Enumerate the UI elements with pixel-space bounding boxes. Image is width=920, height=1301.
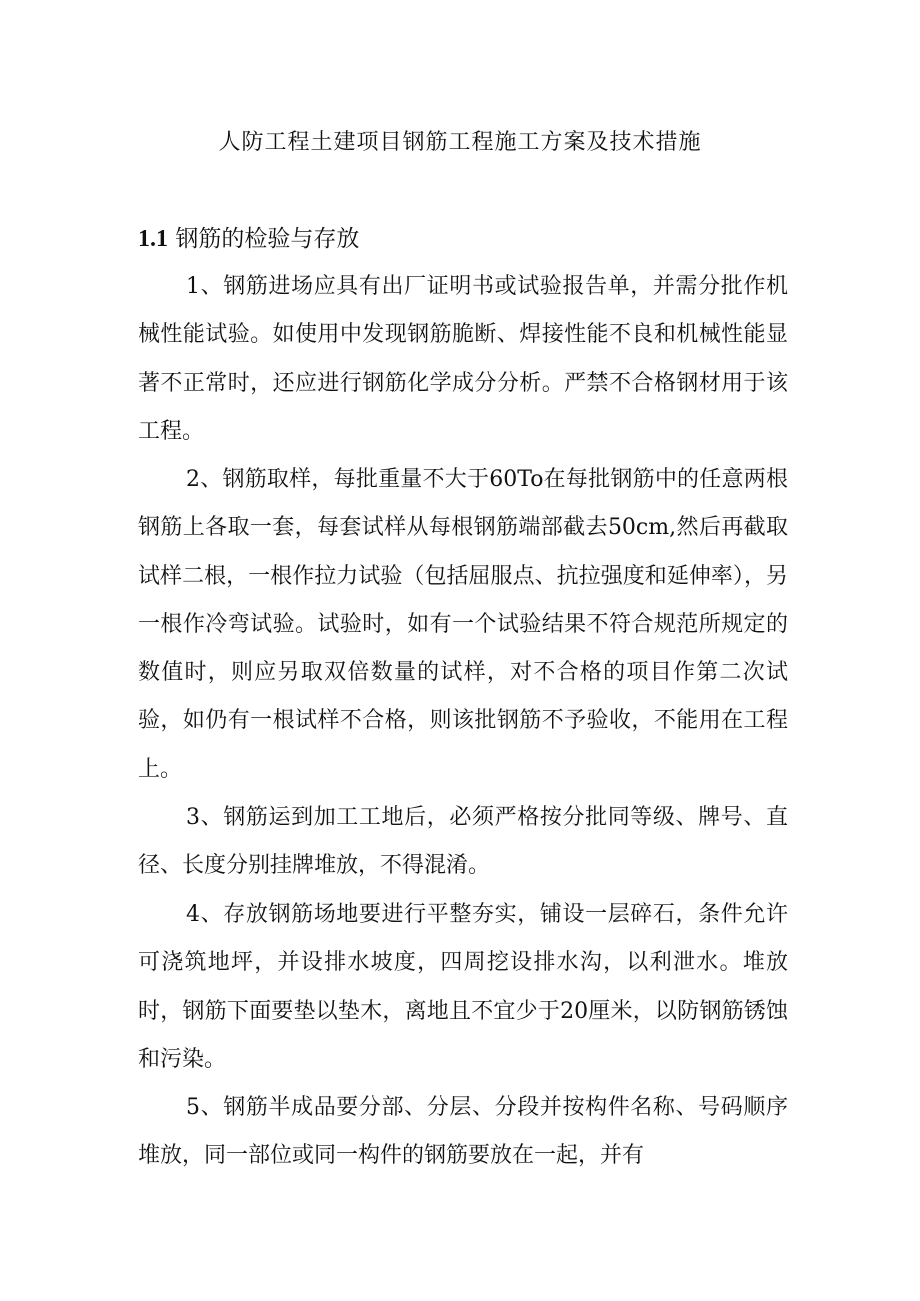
paragraph-1: 1、钢筋进场应具有出厂证明书或试验报告单，并需分批作机械性能试验。如使用中发现钢筋脆断、焊接性能不良和机械性能显著不正常时，还应进行钢筋化学成分分析。严禁不合格钢材用于该工程。 [138, 274, 788, 444]
document-title: 人防工程土建项目钢筋工程施工方案及技术措施 [218, 130, 702, 155]
paragraph-5: 5、钢筋半成品要分部、分层、分段并按构件名称、号码顺序堆放，同一部位或同一构件的钢筋要放在一起，并有 [138, 1095, 788, 1169]
section-number: 1.1 [138, 226, 168, 252]
paragraph-4: 4、存放钢筋场地要进行平整夯实，铺设一层碎石，条件允许可浇筑地坪，并设排水坡度，四周挖设排水沟，以利泄水。堆放时，钢筋下面要垫以垫木，离地且不宜少于20厘米，以防钢筋锈蚀和污染。 [138, 902, 788, 1072]
paragraph-2: 2、钢筋取样，每批重量不大于60To在每批钢筋中的任意两根钢筋上各取一套，每套试样从每根钢筋端部截去50cm,然后再截取试样二根，一根作拉力试验（包括屈服点、抗拉强度和延伸率），另一根作冷弯试验。试验时，如有一个试验结果不符合规范所规定的数值时，则应另取双倍数量的试样，对不合格的项目作第二次试验，如仍有一根试样不合格，则该批钢筋不予验收，不能用在工程上。 [138, 467, 788, 782]
section-heading [138, 222, 359, 256]
paragraph-3: 3、钢筋运到加工工地后，必须严格按分批同等级、牌号、直径、长度分别挂牌堆放，不得混淆。 [138, 805, 788, 879]
section-title: 钢筋的检验与存放 [175, 226, 360, 252]
